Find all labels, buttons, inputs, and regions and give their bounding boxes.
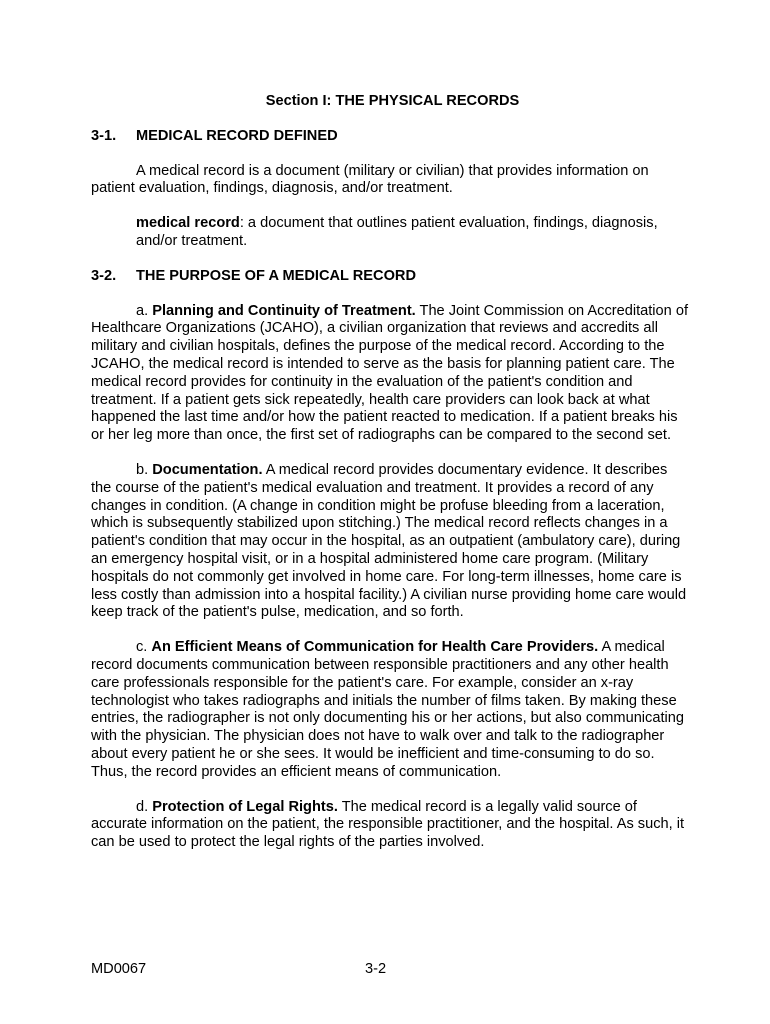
- paragraph-medical-record-defined: A medical record is a document (military or civilian) that provides information on patient evaluation, findings, diagnosis, and/or treatment.: [91, 162, 649, 197]
- heading-number: 3-2.: [91, 267, 117, 284]
- definition-term: medical record: [136, 215, 240, 232]
- definition-block: [136, 215, 691, 251]
- section-title: Section I: THE PHYSICAL RECORDS: [265, 93, 520, 109]
- page-number: 3-2: [365, 961, 387, 977]
- heading-title: MEDICAL RECORD DEFINED: [136, 127, 338, 144]
- paragraph-title: Planning and Continuity of Treatment.: [152, 302, 416, 319]
- paragraph-title: Documentation.: [152, 461, 263, 478]
- paragraph-text: A medical record documents communication between responsible practitioners and any other health care professionals responsible for the patient's care. For example, consider an x-ray technologist who takes radiographs and initials the number of films taken. By making these entries, the radiographer is not only documenting his or her actions, but also communicating with the physician. The physician does not have to walk over and talk to the radiographer about every patient he or she sees. It would be inefficient and time-consuming to do so. Thus, the record provides an efficient means of communication.: [91, 639, 684, 780]
- definition-text: : a document that outlines patient evaluation, findings, diagnosis, and/or treatment.: [136, 215, 658, 249]
- paragraph-letter: a.: [136, 302, 153, 319]
- paragraph-text: A medical record provides documentary evidence. It describes the course of the patient's medical evaluation and treatment. It provides a record of any changes in condition. (A change in condition might be profuse bleeding from a laceration, which is subsequently stabilized upon stitching.) The medical record reflects changes in a patient's condition that may occur in the hospital, as an outpatient (ambulatory care), during an emergency hospital visit, or in a hospital administered home care program. (Military hospitals do not commonly get involved in home care. For long-term illnesses, home care is less costly than admission into a hospital facility.) A civilian nurse providing home care would keep track of the patient's pulse, medication, and so forth.: [91, 461, 687, 621]
- paragraph-letter: b.: [136, 461, 153, 478]
- heading-3-2: [91, 268, 691, 286]
- document-code: MD0067: [91, 961, 147, 977]
- heading-number: 3-1.: [91, 127, 117, 144]
- page-content: [91, 93, 691, 852]
- paragraph-text: The Joint Commission on Accreditation of Healthcare Organizations (JCAHO), a civilian organization that reviews and accredits all military and civilian hospitals, defines the purpose of the medical record. According to the JCAHO, the medical record is intended to serve as the basis for planning patient care. The medical record provides for continuity in the evaluation of the patient's condition and treatment. If a patient gets sick repeatedly, health care providers can look back at what happened the last time and/or how the patient reacted to medication. If a patient breaks his or her leg more than once, the first set of radiographs can be compared to the second set.: [91, 302, 689, 444]
- paragraph-d: [91, 799, 691, 852]
- paragraph-title: Protection of Legal Rights.: [152, 798, 338, 815]
- paragraph-c: [91, 639, 691, 781]
- paragraph-title: An Efficient Means of Communication for Health Care Providers.: [151, 639, 599, 656]
- paragraph-b: [91, 462, 691, 622]
- heading-title: THE PURPOSE OF A MEDICAL RECORD: [136, 267, 417, 284]
- paragraph-a: [91, 303, 691, 445]
- paragraph-letter: c.: [136, 639, 152, 656]
- heading-3-1: [91, 128, 691, 146]
- paragraph-letter: d.: [136, 798, 153, 815]
- paragraph-text: The medical record is a legally valid source of accurate information on the patient, the responsible practitioner, and the hospital. As such, it can be used to protect the legal rights of the parties involved.: [91, 798, 685, 851]
